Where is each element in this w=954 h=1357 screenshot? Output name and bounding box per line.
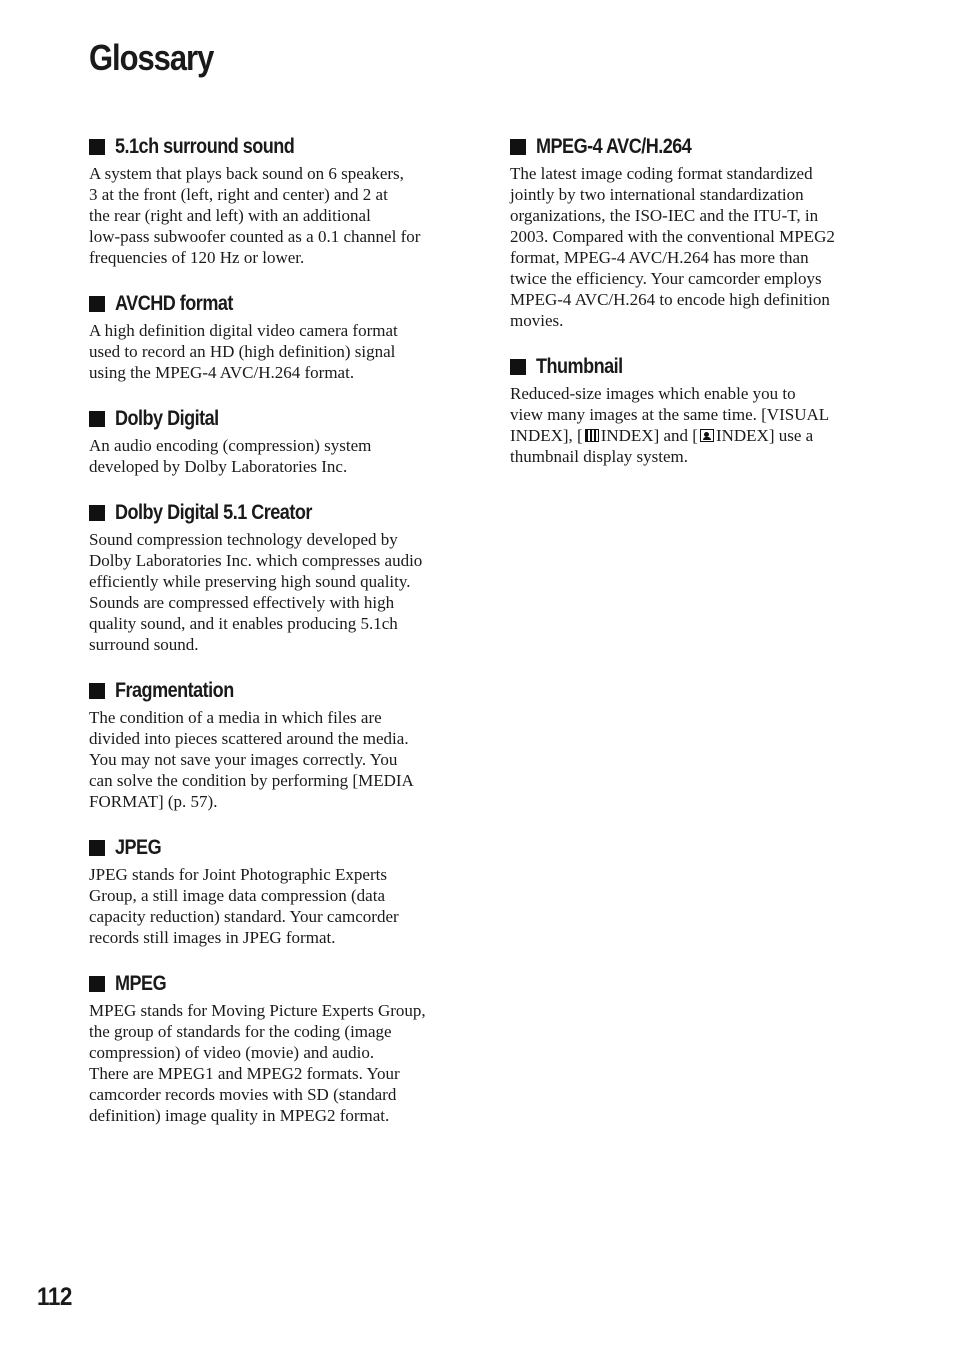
page-number: 112 (37, 1283, 72, 1311)
square-bullet-icon (510, 359, 526, 375)
entry-heading (89, 969, 459, 999)
entry-definition: MPEG stands for Moving Picture Experts Group, the group of standards for the coding (image compression) of video (movie) and audio. There are MPEG1 and MPEG2 formats. Your camcorder records movies with SD (standard definition) image quality in MPEG2 format. (89, 1001, 426, 1125)
entry-heading (89, 404, 459, 434)
glossary-entry-thumbnail (510, 352, 870, 467)
glossary-entry-5-1ch (89, 132, 459, 268)
entry-definition: An audio encoding (compression) system developed by Dolby Laboratories Inc. (89, 436, 372, 476)
square-bullet-icon (89, 139, 105, 155)
entry-term: MPEG (115, 972, 167, 995)
entry-term: Fragmentation (115, 679, 234, 702)
entry-heading (510, 132, 870, 162)
square-bullet-icon (89, 683, 105, 699)
entry-definition: A high definition digital video camera format used to record an HD (high definition) signal using the MPEG-4 AVC/H.264 format. (89, 321, 398, 382)
entry-heading (89, 498, 459, 528)
right-column (510, 132, 870, 467)
left-column (89, 132, 459, 1126)
entry-term: Thumbnail (536, 355, 623, 378)
entry-term: MPEG-4 AVC/H.264 (536, 135, 692, 158)
square-bullet-icon (89, 840, 105, 856)
glossary-entry-avchd (89, 289, 459, 383)
glossary-entry-jpeg (89, 833, 459, 948)
entry-term: Dolby Digital 5.1 Creator (115, 501, 312, 524)
page-title: Glossary (89, 37, 214, 78)
entry-definition: The condition of a media in which files are divided into pieces scattered around the media. You may not save your images correctly. You can solve the condition by performing [MEDIA FORMAT] (p. 57). (89, 708, 414, 811)
entry-heading (89, 676, 459, 706)
entry-heading (89, 132, 459, 162)
glossary-entry-mpeg4 (510, 132, 870, 331)
entry-term: AVCHD format (115, 292, 233, 315)
entry-heading (89, 833, 459, 863)
glossary-entry-dolby-digital (89, 404, 459, 477)
entry-definition: The latest image coding format standardized jointly by two international standardization organizations, the ISO-IEC and the ITU-T, in 2003. Compared with the conventional MPEG2 format, MPEG-4 AVC/H.264 has more than twice the efficiency. Your camcorder employs MPEG-4 AVC/H.264 to encode high definition movies. (510, 164, 835, 330)
square-bullet-icon (89, 505, 105, 521)
face-index-icon (700, 429, 714, 442)
entry-definition: JPEG stands for Joint Photographic Experts Group, a still image data compression (data capacity reduction) standard. Your camcorder records still images in JPEG format. (89, 865, 399, 947)
entry-term: JPEG (115, 836, 162, 859)
entry-heading (510, 352, 870, 382)
square-bullet-icon (510, 139, 526, 155)
film-roll-icon (585, 429, 599, 442)
entry-term: Dolby Digital (115, 407, 219, 430)
entry-definition: Reduced-size images which enable you to view many images at the same time. [VISUAL INDEX], [ INDEX] and [ INDEX] use a thumbnail display system. (510, 384, 830, 466)
entry-heading (89, 289, 459, 319)
square-bullet-icon (89, 976, 105, 992)
square-bullet-icon (89, 296, 105, 312)
square-bullet-icon (89, 411, 105, 427)
glossary-entry-mpeg (89, 969, 459, 1126)
entry-term: 5.1ch surround sound (115, 135, 295, 158)
glossary-entry-dolby-creator (89, 498, 459, 655)
entry-definition: A system that plays back sound on 6 speakers, 3 at the front (left, right and center) and 2 at the rear (right and left) with an additional low-pass subwoofer counted as a 0.1 channel for frequencies of 120 Hz or lower. (89, 164, 421, 267)
entry-definition: Sound compression technology developed by Dolby Laboratories Inc. which compresses audio efficiently while preserving high sound quality. Sounds are compressed effectively with high quality sound, and it enables producing 5.1ch surround sound. (89, 530, 423, 654)
glossary-entry-fragmentation (89, 676, 459, 812)
